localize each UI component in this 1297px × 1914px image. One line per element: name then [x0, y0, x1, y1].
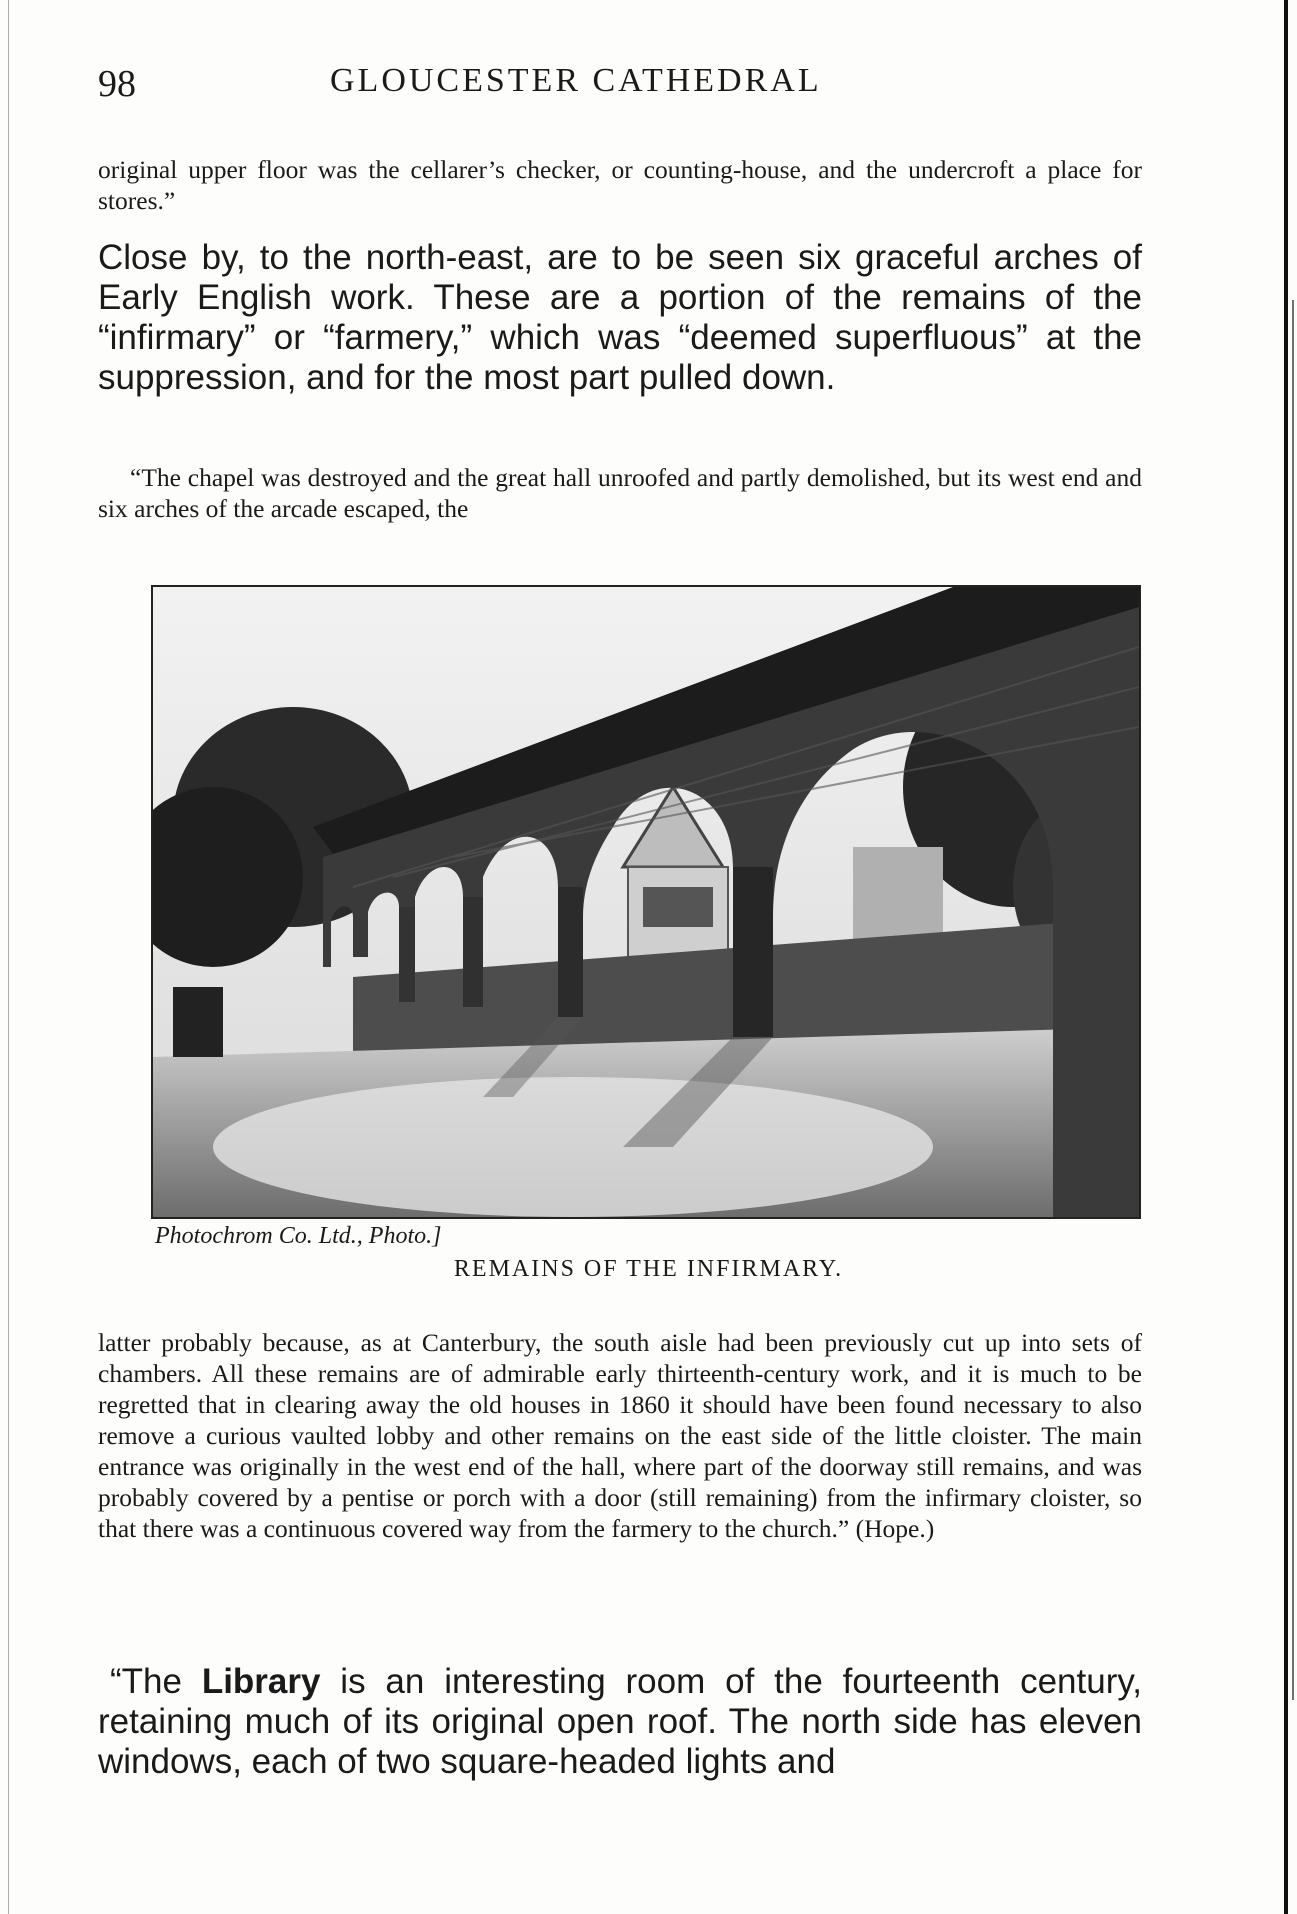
paragraph-chapel-quote: “The chapel was destroyed and the great hall unroofed and partly demolished, but its west end and six arches of the arcade escaped, the [98, 463, 1142, 523]
page-left-edge [8, 0, 9, 1914]
running-title: GLOUCESTER CATHEDRAL [330, 62, 822, 99]
paragraph-library [98, 1662, 1142, 1782]
paragraph-infirmary-arches: Close by, to the north-east, are to be seen six graceful arches of Early English work. These are a portion of the remains of the “infirmary” or “farmery,” which was “deemed superfluous” at the suppression, and for the most part pulled down. [98, 238, 1142, 397]
paragraph-cellarer: original upper floor was the cellarer’s checker, or counting-house, and the undercroft a place for stores.” [98, 155, 1142, 215]
photo-credit: Photochrom Co. Ltd., Photo.] [155, 1223, 442, 1249]
page-header [98, 62, 1148, 112]
page-right-edge [1284, 0, 1288, 1914]
figure-caption: REMAINS OF THE INFIRMARY. [453, 1256, 844, 1282]
library-quote-open: “The [110, 1662, 202, 1701]
page-right-edge-shadow [1292, 300, 1294, 1700]
library-term: Library [201, 1662, 321, 1701]
library-text: is an interesting room of the fourteenth century, retaining much of its original open roof. The north side has eleven windows, each of two square-headed lights and [98, 1662, 1142, 1781]
page-number: 98 [98, 63, 136, 105]
paragraph-canterbury: latter probably because, as at Canterbury, the south aisle had been previously cut up into sets of chambers. All these remains are of admirable early thirteenth-century work, and it is much to be regretted that in clearing away the old houses in 1860 it should have been found necessary to also remove a curious vaulted lobby and other remains on the east side of the little cloister. The main entrance was originally in the west end of the hall, where part of the doorway still remains, and was probably covered by a pentise or porch with a door (still remaining) from the infirmary cloister, so that there was a continuous covered way from the farmery to the church.” (Hope.) [98, 1328, 1142, 1543]
infirmary-photograph [151, 585, 1141, 1219]
